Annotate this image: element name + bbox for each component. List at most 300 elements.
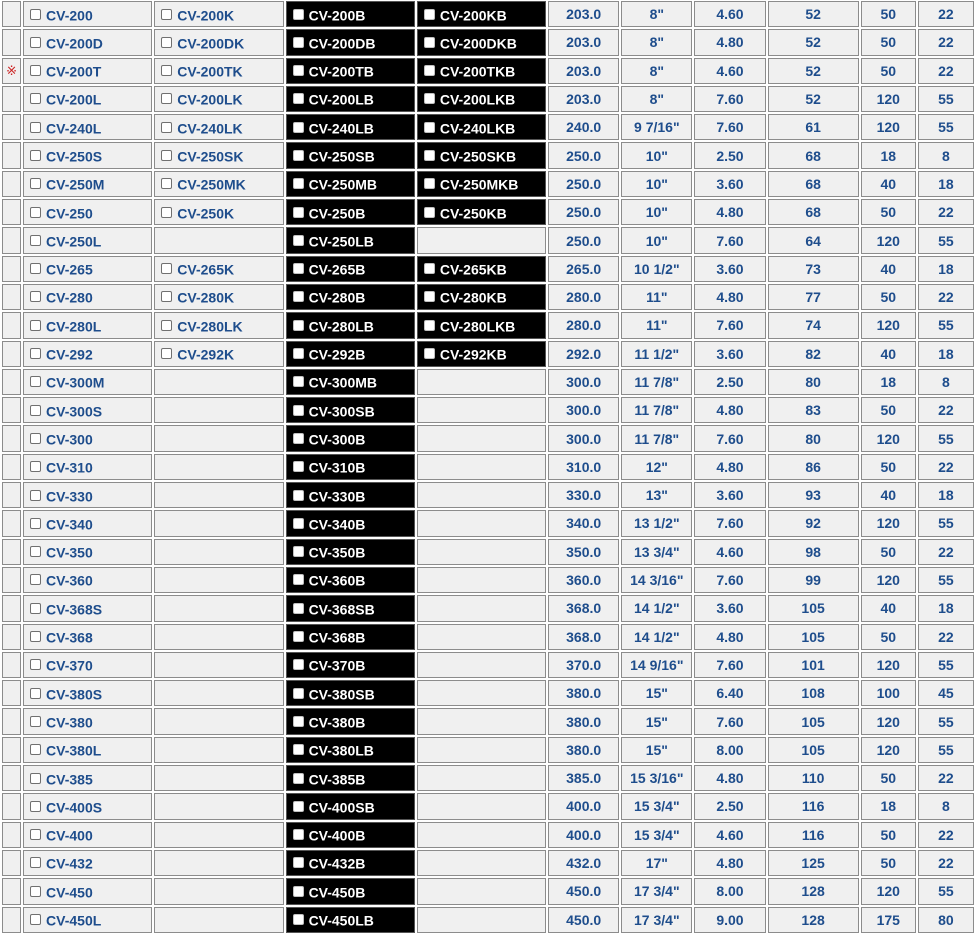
model-label[interactable]: CV-385B	[308, 770, 366, 787]
select-checkbox[interactable]	[293, 348, 304, 359]
model-label[interactable]: CV-200DK	[177, 35, 245, 52]
model-label[interactable]: CV-370	[46, 657, 93, 674]
model-b-cell[interactable]	[286, 284, 415, 310]
size-inch-cell: 13 1/2"	[621, 510, 692, 536]
select-checkbox[interactable]	[30, 744, 41, 755]
model-label[interactable]: CV-250M	[46, 176, 105, 193]
model-k-cell[interactable]	[154, 29, 283, 55]
model-label[interactable]: CV-300SB	[308, 402, 375, 419]
select-checkbox[interactable]	[161, 348, 172, 359]
model-label[interactable]: CV-330B	[308, 487, 366, 504]
rating-sub-cell: 55	[918, 567, 974, 593]
select-checkbox[interactable]	[30, 207, 41, 218]
select-checkbox[interactable]	[293, 603, 304, 614]
select-checkbox[interactable]	[30, 376, 41, 387]
select-checkbox[interactable]	[30, 263, 41, 274]
select-checkbox[interactable]	[161, 9, 172, 20]
size-mm-cell: 380.0	[548, 680, 619, 706]
select-checkbox[interactable]	[30, 659, 41, 670]
select-checkbox[interactable]	[30, 150, 41, 161]
model-label[interactable]: CV-250L	[46, 233, 102, 250]
select-checkbox[interactable]	[30, 65, 41, 76]
model-cell[interactable]	[23, 482, 152, 508]
select-checkbox[interactable]	[424, 65, 435, 76]
model-label[interactable]: CV-200DKB	[439, 35, 517, 52]
model-label[interactable]: CV-250KB	[439, 204, 507, 221]
select-checkbox[interactable]	[161, 178, 172, 189]
select-checkbox[interactable]	[293, 659, 304, 670]
select-checkbox[interactable]	[30, 320, 41, 331]
model-label[interactable]: CV-310	[46, 459, 93, 476]
model-label[interactable]: CV-292B	[308, 346, 366, 363]
select-checkbox[interactable]	[293, 857, 304, 868]
select-checkbox[interactable]	[424, 207, 435, 218]
select-checkbox[interactable]	[293, 829, 304, 840]
model-b-cell[interactable]	[286, 425, 415, 451]
spec-count-cell: 128	[768, 878, 859, 904]
model-b-cell[interactable]	[286, 539, 415, 565]
model-cell[interactable]	[23, 1, 152, 27]
size-mm-cell: 292.0	[548, 341, 619, 367]
model-label[interactable]: CV-250MB	[308, 176, 378, 193]
model-label[interactable]: CV-300S	[46, 402, 103, 419]
select-checkbox[interactable]	[293, 546, 304, 557]
select-checkbox[interactable]	[293, 631, 304, 642]
size-mm-cell: 310.0	[548, 454, 619, 480]
model-kb-cell[interactable]	[417, 86, 546, 112]
size-mm-cell: 280.0	[548, 284, 619, 310]
model-label[interactable]: CV-250MK	[177, 176, 246, 193]
model-b-cell[interactable]	[286, 1, 415, 27]
select-checkbox[interactable]	[293, 93, 304, 104]
select-checkbox[interactable]	[424, 291, 435, 302]
model-cell[interactable]	[23, 907, 152, 933]
table-row	[2, 624, 974, 650]
select-checkbox[interactable]	[30, 546, 41, 557]
model-b-cell[interactable]	[286, 878, 415, 904]
model-b-cell[interactable]	[286, 737, 415, 763]
select-checkbox[interactable]	[424, 178, 435, 189]
model-b-cell[interactable]	[286, 86, 415, 112]
model-kb-cell[interactable]	[417, 142, 546, 168]
model-label[interactable]: CV-368B	[308, 629, 366, 646]
model-label[interactable]: CV-200LK	[177, 91, 243, 108]
model-b-cell[interactable]	[286, 680, 415, 706]
size-inch-cell: 8"	[621, 86, 692, 112]
model-b-cell[interactable]	[286, 171, 415, 197]
select-checkbox[interactable]	[424, 150, 435, 161]
select-checkbox[interactable]	[293, 122, 304, 133]
model-label[interactable]: CV-368S	[46, 601, 103, 618]
select-checkbox[interactable]	[30, 518, 41, 529]
model-kb-cell[interactable]	[417, 29, 546, 55]
model-cell[interactable]	[23, 142, 152, 168]
spec-count-cell: 105	[768, 708, 859, 734]
model-label[interactable]: CV-200D	[46, 35, 103, 52]
model-b-cell[interactable]	[286, 708, 415, 734]
model-cell[interactable]	[23, 595, 152, 621]
select-checkbox[interactable]	[161, 37, 172, 48]
select-checkbox[interactable]	[30, 857, 41, 868]
model-cell[interactable]	[23, 341, 152, 367]
table-row	[2, 907, 974, 933]
select-checkbox[interactable]	[30, 37, 41, 48]
select-checkbox[interactable]	[424, 9, 435, 20]
model-b-cell[interactable]	[286, 850, 415, 876]
model-label[interactable]: CV-300	[46, 431, 93, 448]
model-cell[interactable]	[23, 878, 152, 904]
model-k-cell	[154, 793, 283, 819]
select-checkbox[interactable]	[161, 65, 172, 76]
select-checkbox[interactable]	[161, 207, 172, 218]
model-label[interactable]: CV-280KB	[439, 289, 507, 306]
model-label[interactable]: CV-250K	[177, 204, 235, 221]
model-label[interactable]: CV-280LB	[308, 318, 374, 335]
model-k-cell[interactable]	[154, 256, 283, 282]
select-checkbox[interactable]	[293, 235, 304, 246]
select-checkbox[interactable]	[424, 37, 435, 48]
model-label[interactable]: CV-300B	[308, 431, 366, 448]
model-label[interactable]: CV-300MB	[308, 374, 378, 391]
model-b-cell[interactable]	[286, 765, 415, 791]
model-b-cell[interactable]	[286, 199, 415, 225]
model-label[interactable]: CV-250	[46, 204, 93, 221]
model-kb-cell[interactable]	[417, 1, 546, 27]
model-b-cell[interactable]	[286, 369, 415, 395]
select-checkbox[interactable]	[30, 773, 41, 784]
spec-value-cell: 7.60	[694, 86, 765, 112]
select-checkbox[interactable]	[30, 574, 41, 585]
model-label[interactable]: CV-200KB	[439, 6, 507, 23]
model-label[interactable]: CV-370B	[308, 657, 366, 674]
select-checkbox[interactable]	[293, 688, 304, 699]
model-cell[interactable]	[23, 58, 152, 84]
select-checkbox[interactable]	[293, 518, 304, 529]
model-label[interactable]: CV-200T	[46, 63, 102, 80]
select-checkbox[interactable]	[30, 603, 41, 614]
model-k-cell	[154, 482, 283, 508]
model-b-cell[interactable]	[286, 482, 415, 508]
model-label[interactable]: CV-280	[46, 289, 93, 306]
model-label[interactable]: CV-380LB	[308, 742, 374, 759]
model-cell[interactable]	[23, 624, 152, 650]
model-label[interactable]: CV-400SB	[308, 799, 375, 816]
select-checkbox[interactable]	[424, 93, 435, 104]
model-cell[interactable]	[23, 765, 152, 791]
select-checkbox[interactable]	[293, 178, 304, 189]
model-cell[interactable]	[23, 652, 152, 678]
row-mark	[2, 510, 21, 536]
model-label[interactable]: CV-200K	[177, 6, 235, 23]
model-b-cell[interactable]	[286, 652, 415, 678]
model-cell[interactable]	[23, 510, 152, 536]
select-checkbox[interactable]	[293, 744, 304, 755]
select-checkbox[interactable]	[293, 574, 304, 585]
model-label[interactable]: CV-200LKB	[439, 91, 516, 108]
select-checkbox[interactable]	[293, 320, 304, 331]
select-checkbox[interactable]	[30, 801, 41, 812]
model-label[interactable]: CV-250B	[308, 204, 366, 221]
model-label[interactable]: CV-280K	[177, 289, 235, 306]
model-cell[interactable]	[23, 822, 152, 848]
model-label[interactable]: CV-292	[46, 346, 93, 363]
model-kb-cell	[417, 765, 546, 791]
select-checkbox[interactable]	[293, 914, 304, 925]
model-label[interactable]: CV-450	[46, 884, 93, 900]
select-checkbox[interactable]	[30, 235, 41, 246]
model-b-cell[interactable]	[286, 114, 415, 140]
spec-count-cell: 125	[768, 850, 859, 876]
model-cell[interactable]	[23, 86, 152, 112]
model-b-cell[interactable]	[286, 510, 415, 536]
model-label[interactable]: CV-240L	[46, 119, 102, 136]
model-label[interactable]: CV-250MKB	[439, 176, 519, 193]
model-label[interactable]: CV-400B	[308, 827, 366, 844]
model-b-cell[interactable]	[286, 595, 415, 621]
select-checkbox[interactable]	[161, 320, 172, 331]
model-label[interactable]: CV-200L	[46, 91, 102, 108]
select-checkbox[interactable]	[293, 716, 304, 727]
model-b-cell[interactable]	[286, 822, 415, 848]
select-checkbox[interactable]	[293, 433, 304, 444]
model-k-cell[interactable]	[154, 199, 283, 225]
size-inch-cell: 8"	[621, 58, 692, 84]
model-label[interactable]: CV-300M	[46, 374, 105, 391]
model-k-cell[interactable]	[154, 284, 283, 310]
model-cell[interactable]	[23, 539, 152, 565]
model-k-cell[interactable]	[154, 86, 283, 112]
model-cell[interactable]	[23, 737, 152, 763]
model-label[interactable]: CV-400S	[46, 799, 103, 816]
select-checkbox[interactable]	[293, 9, 304, 20]
model-cell[interactable]	[23, 171, 152, 197]
model-b-cell[interactable]	[286, 567, 415, 593]
select-checkbox[interactable]	[161, 263, 172, 274]
model-cell[interactable]	[23, 680, 152, 706]
model-b-cell[interactable]	[286, 907, 415, 933]
model-label[interactable]: CV-200TK	[177, 63, 243, 80]
model-k-cell[interactable]	[154, 312, 283, 338]
model-label[interactable]: CV-200DB	[308, 35, 376, 52]
select-checkbox[interactable]	[424, 263, 435, 274]
model-b-cell[interactable]	[286, 624, 415, 650]
model-k-cell[interactable]	[154, 142, 283, 168]
model-label[interactable]: CV-368	[46, 629, 93, 646]
rating-cell: 18	[861, 142, 916, 168]
model-label[interactable]: CV-240LB	[308, 119, 374, 136]
model-label[interactable]: CV-385	[46, 770, 93, 787]
model-b-cell[interactable]	[286, 341, 415, 367]
select-checkbox[interactable]	[293, 376, 304, 387]
model-kb-cell[interactable]	[417, 114, 546, 140]
model-label[interactable]: CV-350	[46, 544, 93, 561]
model-k-cell[interactable]	[154, 341, 283, 367]
select-checkbox[interactable]	[293, 37, 304, 48]
model-kb-cell[interactable]	[417, 256, 546, 282]
model-label[interactable]: CV-265K	[177, 261, 235, 278]
model-label[interactable]: CV-330	[46, 487, 93, 504]
model-label[interactable]: CV-200TKB	[439, 63, 516, 80]
model-label[interactable]: CV-292KB	[439, 346, 507, 363]
select-checkbox[interactable]	[293, 886, 304, 897]
model-label[interactable]: CV-200TB	[308, 63, 374, 80]
select-checkbox[interactable]	[161, 122, 172, 133]
model-cell[interactable]	[23, 454, 152, 480]
model-cell[interactable]	[23, 312, 152, 338]
model-cell[interactable]	[23, 29, 152, 55]
model-label[interactable]: CV-280B	[308, 289, 366, 306]
select-checkbox[interactable]	[30, 716, 41, 727]
model-k-cell[interactable]	[154, 171, 283, 197]
model-label[interactable]: CV-292K	[177, 346, 235, 363]
select-checkbox[interactable]	[161, 150, 172, 161]
select-checkbox[interactable]	[293, 291, 304, 302]
model-label[interactable]: CV-380B	[308, 714, 366, 731]
model-kb-cell[interactable]	[417, 199, 546, 225]
model-label[interactable]: CV-340B	[308, 516, 366, 533]
select-checkbox[interactable]	[30, 461, 41, 472]
model-label[interactable]: CV-265KB	[439, 261, 507, 278]
model-label[interactable]: CV-280LKB	[439, 318, 516, 335]
model-k-cell	[154, 510, 283, 536]
model-cell[interactable]	[23, 227, 152, 253]
select-checkbox[interactable]	[30, 886, 41, 897]
model-kb-cell[interactable]	[417, 284, 546, 310]
model-cell[interactable]	[23, 369, 152, 395]
model-kb-cell[interactable]	[417, 341, 546, 367]
model-label[interactable]: CV-450LB	[308, 912, 374, 929]
model-label[interactable]: CV-450B	[308, 884, 366, 900]
model-label[interactable]: CV-200	[46, 6, 93, 23]
model-b-cell[interactable]	[286, 454, 415, 480]
select-checkbox[interactable]	[293, 405, 304, 416]
model-k-cell	[154, 907, 283, 933]
select-checkbox[interactable]	[293, 263, 304, 274]
select-checkbox[interactable]	[30, 9, 41, 20]
select-checkbox[interactable]	[30, 688, 41, 699]
model-cell[interactable]	[23, 256, 152, 282]
model-label[interactable]: CV-380L	[46, 742, 102, 759]
select-checkbox[interactable]	[293, 150, 304, 161]
select-checkbox[interactable]	[30, 631, 41, 642]
model-label[interactable]: CV-340	[46, 516, 93, 533]
model-cell[interactable]	[23, 567, 152, 593]
model-label[interactable]: CV-432B	[308, 855, 366, 872]
model-label[interactable]: CV-250LB	[308, 233, 374, 250]
model-label[interactable]: CV-360	[46, 572, 93, 589]
model-b-cell[interactable]	[286, 227, 415, 253]
select-checkbox[interactable]	[293, 773, 304, 784]
model-label[interactable]: CV-250SK	[177, 148, 244, 165]
select-checkbox[interactable]	[424, 320, 435, 331]
model-label[interactable]: CV-432	[46, 855, 93, 872]
model-label[interactable]: CV-250SB	[308, 148, 375, 165]
model-label[interactable]: CV-240LK	[177, 119, 243, 136]
model-label[interactable]: CV-360B	[308, 572, 366, 589]
model-label[interactable]: CV-310B	[308, 459, 366, 476]
select-checkbox[interactable]	[293, 461, 304, 472]
model-b-cell[interactable]	[286, 142, 415, 168]
model-kb-cell[interactable]	[417, 171, 546, 197]
rating-cell: 120	[861, 114, 916, 140]
rating-cell: 120	[861, 510, 916, 536]
model-kb-cell[interactable]	[417, 58, 546, 84]
model-label[interactable]: CV-368SB	[308, 601, 375, 618]
model-label[interactable]: CV-380S	[46, 685, 103, 702]
select-checkbox[interactable]	[30, 178, 41, 189]
select-checkbox[interactable]	[30, 122, 41, 133]
model-cell[interactable]	[23, 397, 152, 423]
model-label[interactable]: CV-240LKB	[439, 119, 516, 136]
select-checkbox[interactable]	[161, 93, 172, 104]
model-k-cell[interactable]	[154, 58, 283, 84]
model-label[interactable]: CV-350B	[308, 544, 366, 561]
select-checkbox[interactable]	[30, 914, 41, 925]
size-inch-cell: 14 1/2"	[621, 624, 692, 650]
model-k-cell[interactable]	[154, 114, 283, 140]
select-checkbox[interactable]	[293, 207, 304, 218]
model-cell[interactable]	[23, 850, 152, 876]
model-label[interactable]: CV-250SKB	[439, 148, 517, 165]
model-b-cell[interactable]	[286, 397, 415, 423]
model-b-cell[interactable]	[286, 58, 415, 84]
model-cell[interactable]	[23, 114, 152, 140]
model-cell[interactable]	[23, 793, 152, 819]
select-checkbox[interactable]	[30, 405, 41, 416]
model-label[interactable]: CV-250S	[46, 148, 103, 165]
select-checkbox[interactable]	[293, 490, 304, 501]
model-k-cell[interactable]	[154, 1, 283, 27]
model-cell[interactable]	[23, 284, 152, 310]
model-cell[interactable]	[23, 425, 152, 451]
select-checkbox[interactable]	[424, 348, 435, 359]
select-checkbox[interactable]	[424, 122, 435, 133]
select-checkbox[interactable]	[30, 490, 41, 501]
model-label[interactable]: CV-380SB	[308, 685, 375, 702]
model-label[interactable]: CV-200B	[308, 6, 366, 23]
select-checkbox[interactable]	[30, 433, 41, 444]
select-checkbox[interactable]	[30, 93, 41, 104]
model-label[interactable]: CV-200LB	[308, 91, 374, 108]
model-cell[interactable]	[23, 708, 152, 734]
model-label[interactable]: CV-280LK	[177, 318, 243, 335]
select-checkbox[interactable]	[30, 291, 41, 302]
model-b-cell[interactable]	[286, 29, 415, 55]
select-checkbox[interactable]	[30, 348, 41, 359]
select-checkbox[interactable]	[293, 65, 304, 76]
model-label[interactable]: CV-265B	[308, 261, 366, 278]
size-inch-cell: 17 3/4"	[621, 878, 692, 904]
model-label[interactable]: CV-280L	[46, 318, 102, 335]
model-kb-cell[interactable]	[417, 312, 546, 338]
model-label[interactable]: CV-400	[46, 827, 93, 844]
model-b-cell[interactable]	[286, 312, 415, 338]
size-inch-cell: 15"	[621, 708, 692, 734]
model-label[interactable]: CV-265	[46, 261, 93, 278]
select-checkbox[interactable]	[161, 291, 172, 302]
size-mm-cell: 250.0	[548, 171, 619, 197]
model-cell[interactable]	[23, 199, 152, 225]
model-label[interactable]: CV-380	[46, 714, 93, 731]
select-checkbox[interactable]	[30, 829, 41, 840]
spec-value-cell: 4.60	[694, 822, 765, 848]
model-label[interactable]: CV-450L	[46, 912, 102, 929]
model-b-cell[interactable]	[286, 256, 415, 282]
row-mark	[2, 907, 21, 933]
model-b-cell[interactable]	[286, 793, 415, 819]
rating-sub-cell: 80	[918, 907, 974, 933]
select-checkbox[interactable]	[293, 801, 304, 812]
